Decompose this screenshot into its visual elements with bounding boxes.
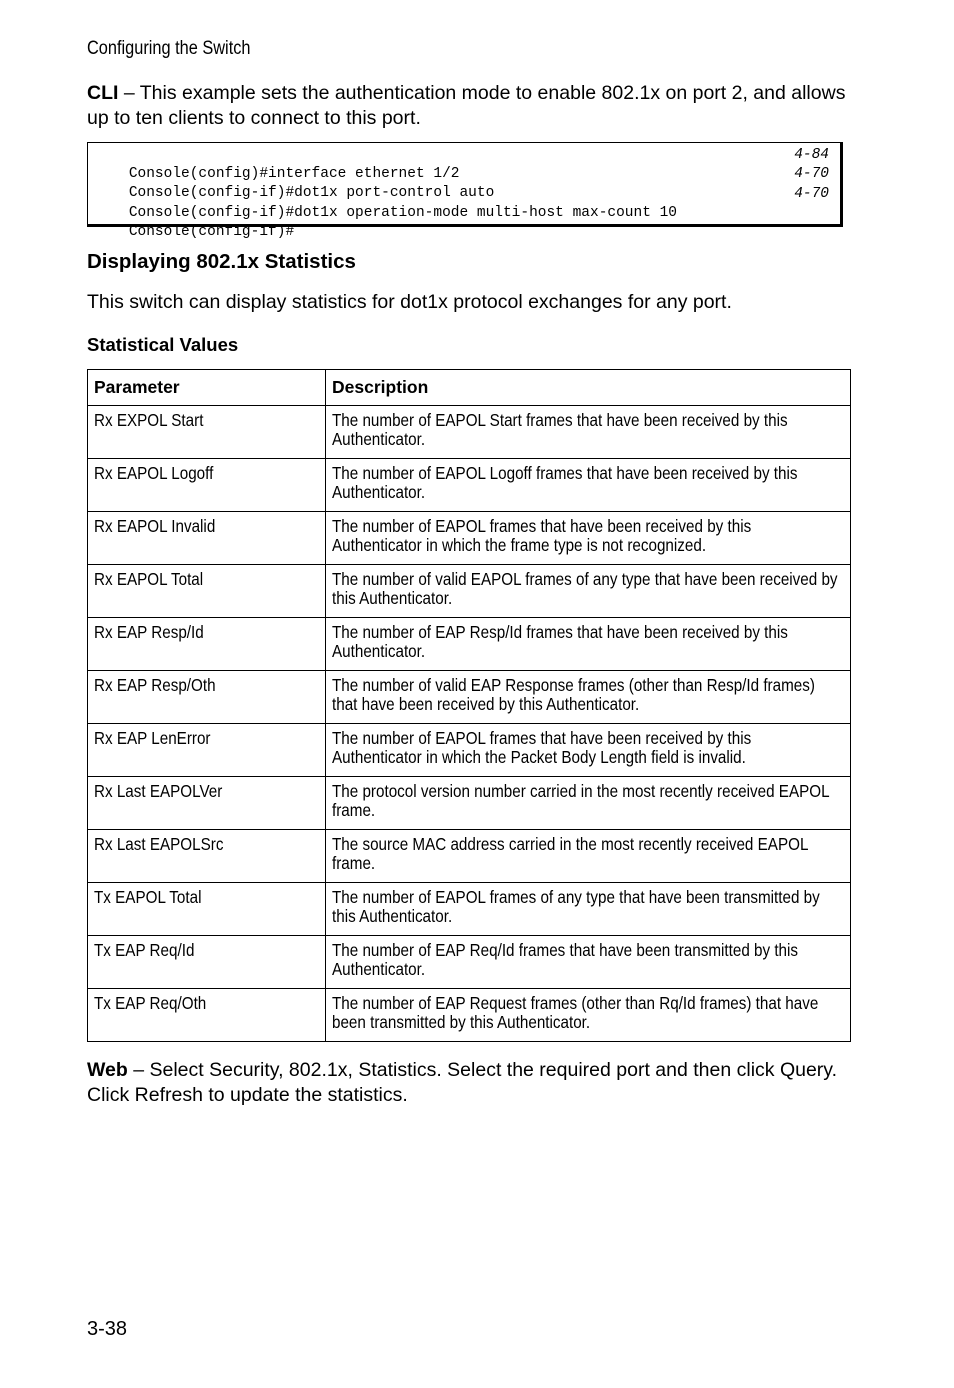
parameter-cell (88, 618, 326, 671)
parameter-cell (88, 989, 326, 1042)
code-command: Console(config-if)#dot1x operation-mode multi-host max-count 10 (128, 205, 678, 221)
parameter-cell (88, 459, 326, 512)
section-heading: Displaying 802.1x Statistics (87, 250, 356, 273)
parameter-cell (88, 565, 326, 618)
parameter-description: The number of valid EAP Response frames (other than Resp/Id frames) that have been received by this Authenticator. (332, 675, 815, 714)
description-cell (326, 777, 851, 830)
code-page-ref: 4-84 (794, 147, 829, 163)
table-row (88, 618, 851, 671)
parameter-description: The number of EAPOL frames that have been received by this Authenticator in which the Packet Body Length field is invalid. (332, 728, 752, 767)
parameter-name: Rx Last EAPOLVer (94, 781, 223, 801)
parameter-name: Rx EAP LenError (94, 728, 211, 748)
code-page-ref: 4-70 (794, 186, 829, 202)
description-cell (326, 883, 851, 936)
cli-text: – This example sets the authentication mode to enable 802.1x on port 2, and allows up to ten clients to connect to this port. (87, 82, 846, 129)
parameter-description: The number of EAPOL Start frames that have been received by this Authenticator. (332, 410, 788, 449)
code-line (94, 185, 829, 221)
code-command: Console(config)#interface ethernet 1/2 (128, 166, 460, 182)
running-header: Configuring the Switch (87, 38, 251, 59)
table-header-row (88, 370, 851, 406)
table-row (88, 406, 851, 459)
parameter-cell (88, 830, 326, 883)
table-row (88, 830, 851, 883)
intro-paragraph: This switch can display statistics for dot1x protocol exchanges for any port. (87, 291, 732, 313)
parameter-description: The source MAC address carried in the most recently received EAPOL frame. (332, 834, 808, 873)
parameter-cell (88, 512, 326, 565)
description-cell (326, 724, 851, 777)
parameter-name: Rx EAPOL Logoff (94, 463, 214, 483)
parameter-description: The protocol version number carried in the most recently received EAPOL frame. (332, 781, 830, 820)
cli-code-box (87, 142, 843, 240)
parameter-description: The number of valid EAPOL frames of any type that have been received by this Authenticator. (332, 569, 838, 608)
parameter-name: Rx EXPOL Start (94, 410, 204, 430)
parameter-cell (88, 777, 326, 830)
parameter-name: Rx EAPOL Invalid (94, 516, 216, 536)
page-number: 3-38 (87, 1318, 128, 1340)
table-row (88, 565, 851, 618)
table-row (88, 512, 851, 565)
cli-paragraph (87, 81, 857, 131)
table-row (88, 989, 851, 1042)
parameter-name: Rx EAP Resp/Id (94, 622, 204, 642)
description-cell (326, 830, 851, 883)
table-row (88, 671, 851, 724)
description-cell (326, 565, 851, 618)
web-label: Web (87, 1059, 128, 1081)
table-row (88, 724, 851, 777)
code-command: Console(config-if)#dot1x port-control auto (128, 185, 495, 201)
parameter-name: Tx EAP Req/Id (94, 940, 195, 960)
cli-label: CLI (87, 82, 119, 104)
description-cell (326, 512, 851, 565)
parameter-cell (88, 724, 326, 777)
code-line (94, 204, 829, 240)
parameter-name: Tx EAP Req/Oth (94, 993, 207, 1013)
table-row (88, 936, 851, 989)
parameter-description: The number of EAP Request frames (other than Rq/Id frames) that have been transmitted by this Authenticator. (332, 993, 819, 1032)
statistics-table (87, 369, 851, 1042)
description-cell (326, 936, 851, 989)
description-cell (326, 459, 851, 512)
parameter-cell (88, 883, 326, 936)
code-page-ref: 4-70 (794, 166, 829, 182)
code-command: Console(config-if)# (128, 224, 295, 240)
description-cell (326, 671, 851, 724)
parameter-name: Rx EAP Resp/Oth (94, 675, 216, 695)
parameter-cell (88, 671, 326, 724)
parameter-description: The number of EAP Resp/Id frames that have been received by this Authenticator. (332, 622, 788, 661)
description-cell (326, 406, 851, 459)
parameter-name: Rx Last EAPOLSrc (94, 834, 224, 854)
parameter-cell (88, 936, 326, 989)
web-text: – Select Security, 802.1x, Statistics. Select the required port and then click Query. Click Refresh to update the statistics. (87, 1059, 838, 1106)
table-row (88, 883, 851, 936)
parameter-cell (88, 406, 326, 459)
header-description: Description (326, 370, 851, 406)
description-cell (326, 618, 851, 671)
parameter-description: The number of EAPOL Logoff frames that have been received by this Authenticator. (332, 463, 798, 502)
parameter-name: Tx EAPOL Total (94, 887, 202, 907)
table-row (88, 777, 851, 830)
parameter-description: The number of EAPOL frames of any type that have been transmitted by this Authenticator. (332, 887, 820, 926)
parameter-description: The number of EAPOL frames that have been received by this Authenticator in which the frame type is not recognized. (332, 516, 752, 555)
table-row (88, 459, 851, 512)
subsection-heading: Statistical Values (87, 334, 239, 355)
parameter-name: Rx EAPOL Total (94, 569, 204, 589)
parameter-description: The number of EAP Req/Id frames that have been transmitted by this Authenticator. (332, 940, 799, 979)
code-line (94, 165, 829, 201)
web-paragraph (87, 1058, 857, 1108)
description-cell (326, 989, 851, 1042)
header-parameter: Parameter (88, 370, 326, 406)
